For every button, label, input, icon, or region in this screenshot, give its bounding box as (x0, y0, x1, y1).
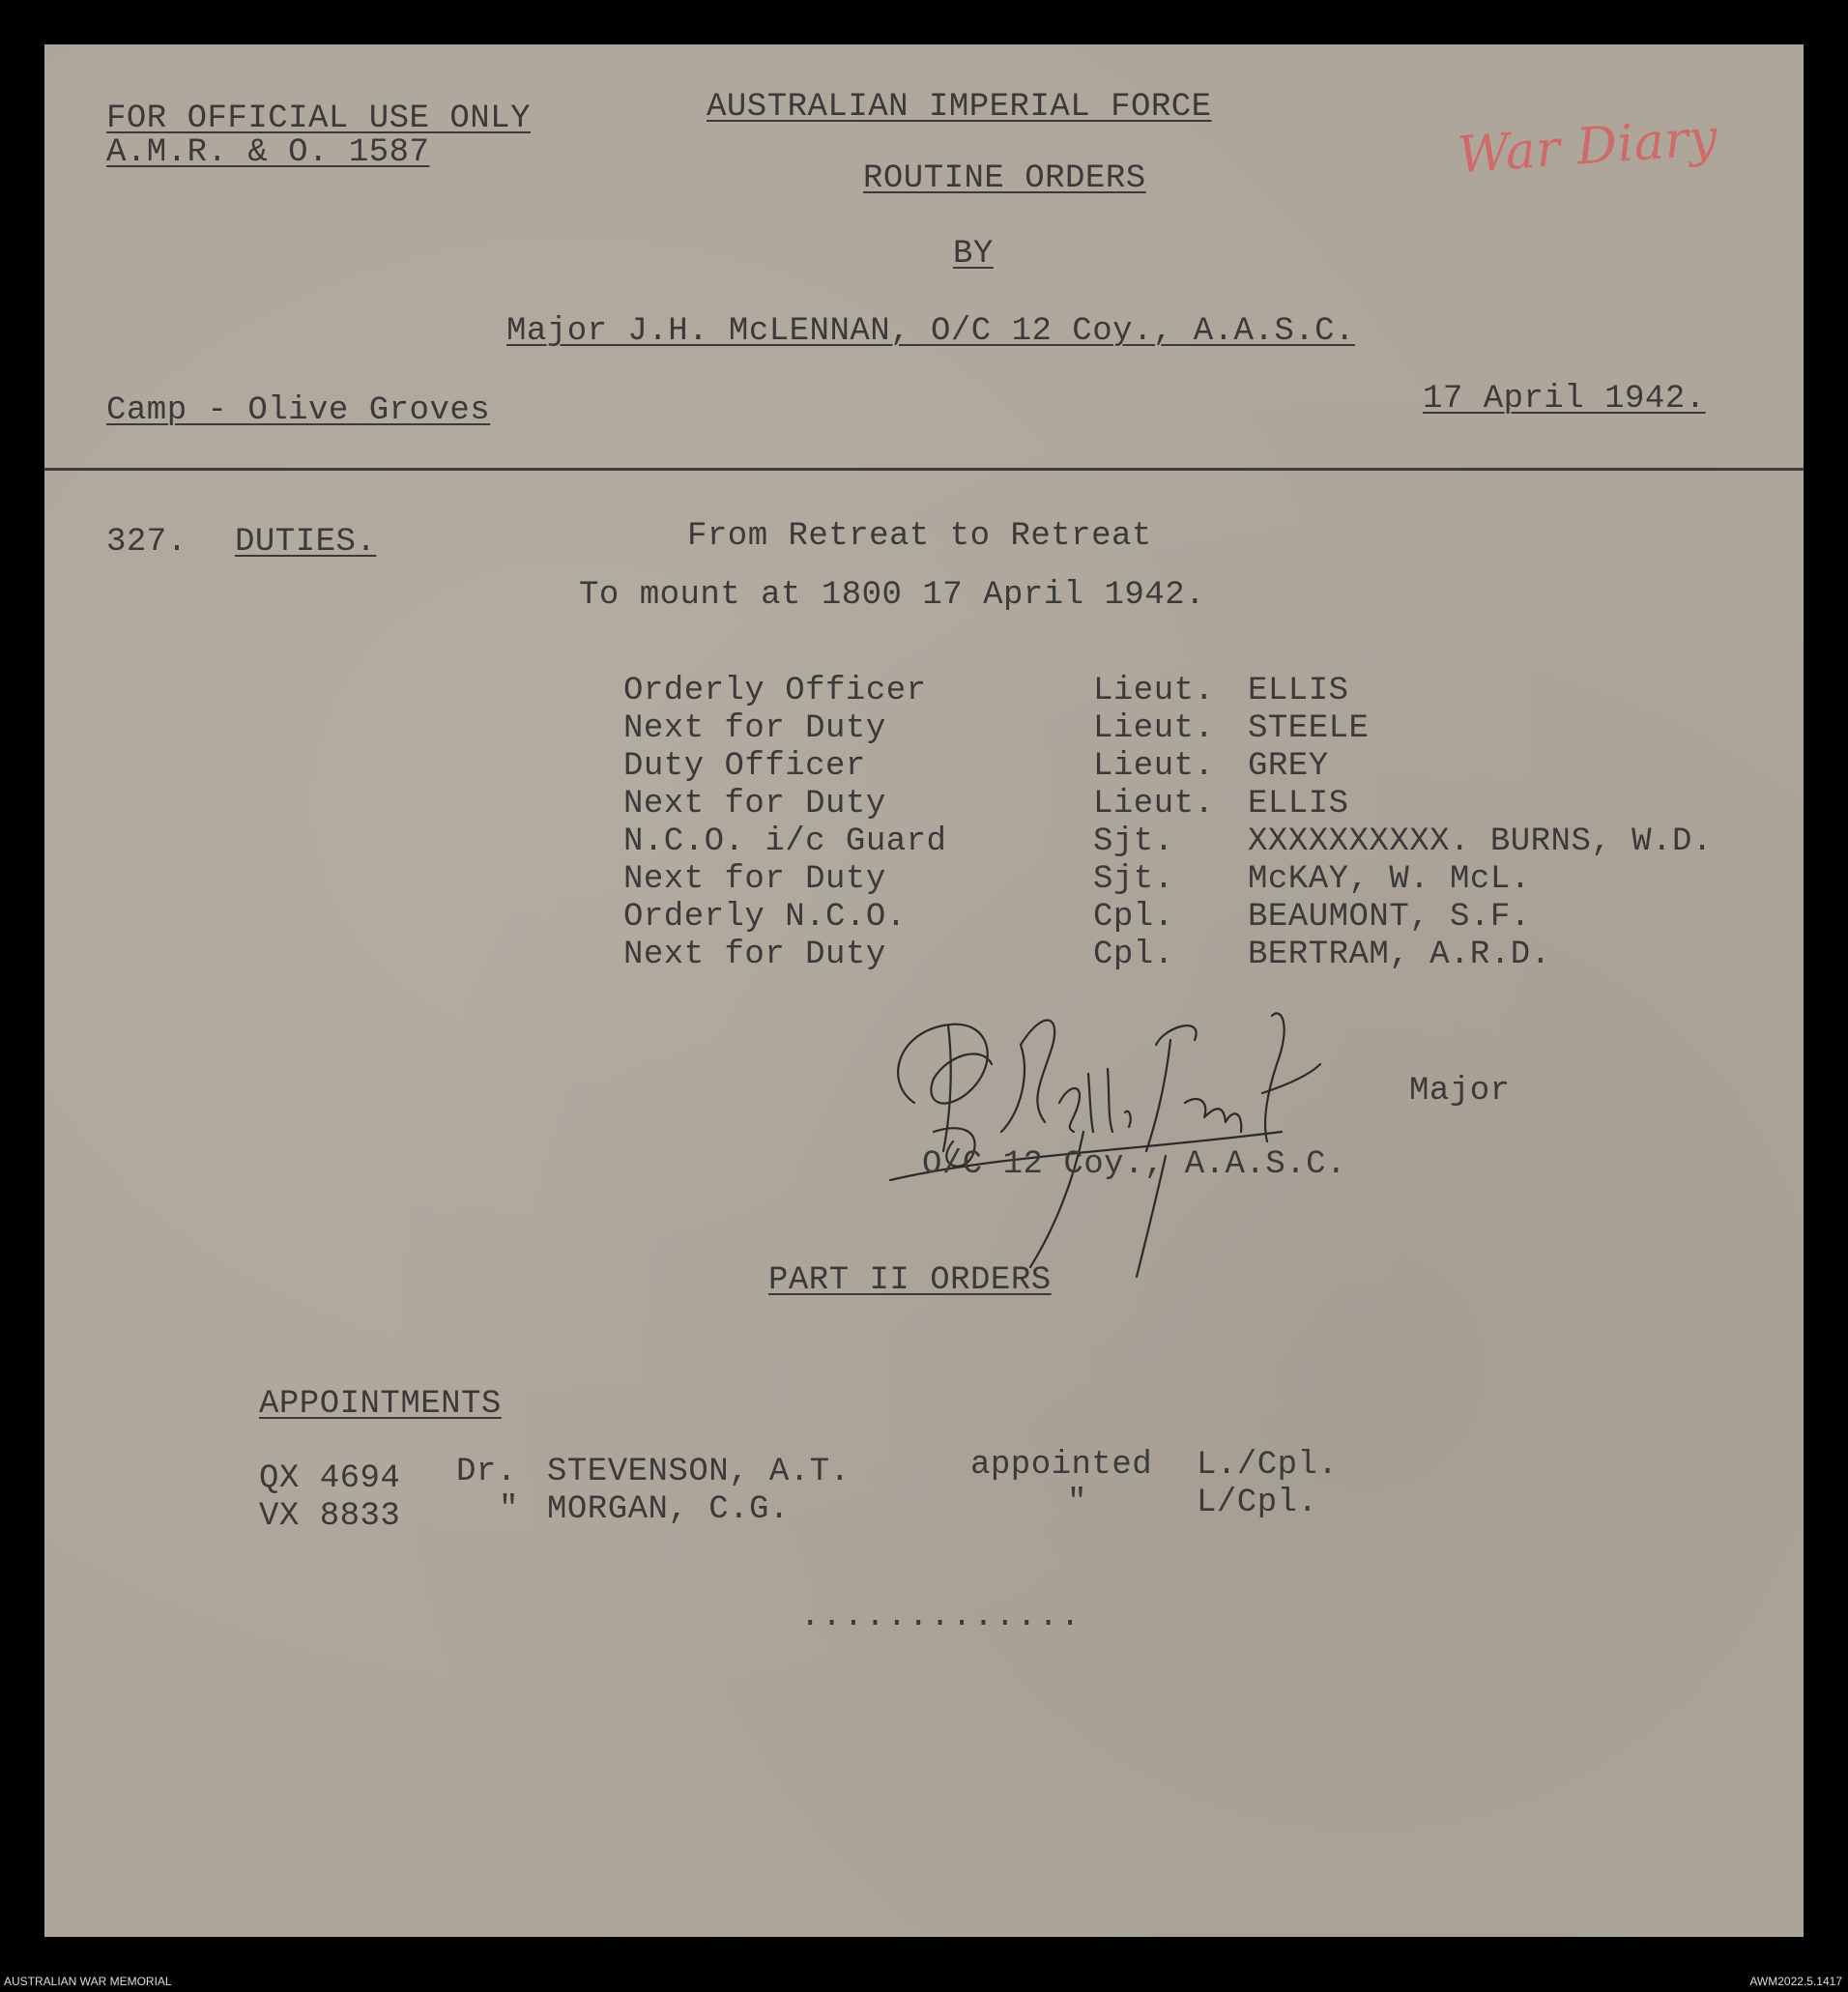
roster-name: BERTRAM, A.R.D. (1248, 937, 1551, 973)
footer-accession: AWM2022.5.1417 (1749, 1975, 1842, 1988)
header-divider (44, 468, 1804, 471)
roster-role: Orderly N.C.O. (623, 899, 907, 936)
roster-rank: Cpl. (1093, 937, 1174, 973)
roster-name: ELLIS (1248, 786, 1349, 823)
roster-rank: Lieut. (1093, 673, 1215, 709)
appointment-action: appointed (970, 1447, 1153, 1484)
reference-number: A.M.R. & O. 1587 (106, 134, 430, 171)
document-page (44, 44, 1804, 1937)
mount-time: To mount at 1800 17 April 1942. (579, 577, 1206, 614)
classification-line: FOR OFFICIAL USE ONLY (106, 101, 531, 137)
roster-rank: Lieut. (1093, 748, 1215, 785)
appointments-heading: APPOINTMENTS (259, 1386, 502, 1423)
roster-rank: Sjt. (1093, 861, 1174, 898)
roster-name: McKAY, W. McL. (1248, 861, 1531, 898)
camp-location: Camp - Olive Groves (106, 392, 491, 429)
service-number: QX 4694 (259, 1460, 401, 1497)
appointment-action: " (1067, 1485, 1087, 1521)
roster-name: GREY (1248, 748, 1329, 785)
order-number: 327. (106, 524, 188, 561)
roster-name: ELLIS (1248, 673, 1349, 709)
service-number: VX 8833 (259, 1498, 401, 1535)
war-diary-annotation: War Diary (1456, 108, 1720, 186)
roster-role: Next for Duty (623, 861, 886, 898)
roster-rank: Sjt. (1093, 823, 1174, 860)
appointee-name: STEVENSON, A.T. (547, 1454, 851, 1490)
roster-role: N.C.O. i/c Guard (623, 823, 947, 860)
title-commander: Major J.H. McLENNAN, O/C 12 Coy., A.A.S.C. (506, 313, 1355, 350)
duties-heading: DUTIES. (235, 524, 377, 561)
title-routine-orders: ROUTINE ORDERS (863, 160, 1146, 197)
roster-name: XXXXXXXXXX. BURNS, W.D. (1248, 823, 1713, 860)
end-dots: ............. (800, 1599, 1083, 1635)
footer-institution: AUSTRALIAN WAR MEMORIAL (4, 1975, 172, 1988)
order-date: 17 April 1942. (1423, 381, 1706, 418)
appointee-rank: " (499, 1491, 519, 1528)
signatory-unit: O/C 12 Coy., A.A.S.C. (922, 1146, 1346, 1183)
title-by: BY (953, 236, 994, 273)
appointee-rank: Dr. (456, 1454, 517, 1490)
title-force: AUSTRALIAN IMPERIAL FORCE (707, 89, 1212, 126)
roster-rank: Lieut. (1093, 710, 1215, 747)
roster-role: Orderly Officer (623, 673, 927, 709)
roster-rank: Lieut. (1093, 786, 1215, 823)
roster-rank: Cpl. (1093, 899, 1174, 936)
new-rank: L/Cpl. (1197, 1485, 1318, 1521)
roster-role: Next for Duty (623, 786, 886, 823)
part2-heading: PART II ORDERS (768, 1262, 1052, 1299)
roster-role: Next for Duty (623, 937, 886, 973)
appointee-name: MORGAN, C.G. (547, 1491, 790, 1528)
signatory-title: Major (1409, 1073, 1511, 1110)
new-rank: L./Cpl. (1197, 1447, 1339, 1484)
roster-name: STEELE (1248, 710, 1370, 747)
roster-role: Next for Duty (623, 710, 886, 747)
roster-role: Duty Officer (623, 748, 866, 785)
duty-period: From Retreat to Retreat (687, 518, 1152, 555)
roster-name: BEAUMONT, S.F. (1248, 899, 1531, 936)
